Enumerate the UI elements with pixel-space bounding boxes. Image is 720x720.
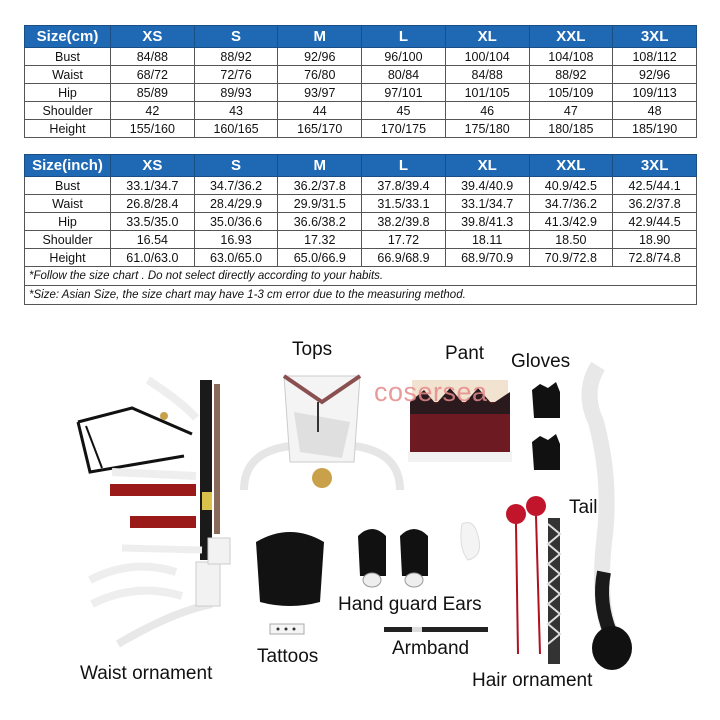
table-cell: Height: [25, 249, 111, 267]
table-cell: 109/113: [613, 84, 697, 102]
table-cell: 38.2/39.8: [362, 213, 446, 231]
table-cell: 66.9/68.9: [362, 249, 446, 267]
table-cell: Hip: [25, 213, 111, 231]
header-cell: XL: [445, 26, 529, 48]
table-cell: 85/89: [111, 84, 195, 102]
table-cell: 44: [278, 102, 362, 120]
hair-ornament-image: [500, 494, 570, 664]
table-cell: 61.0/63.0: [111, 249, 195, 267]
table-cell: 80/84: [362, 66, 446, 84]
tattoos-image: [250, 524, 330, 636]
table-cell: 84/88: [111, 48, 195, 66]
table-cell: Shoulder: [25, 102, 111, 120]
size-chart-cm-header: [25, 26, 697, 48]
table-row: [25, 102, 697, 120]
table-cell: 84/88: [445, 66, 529, 84]
table-cell: 41.3/42.9: [529, 213, 613, 231]
table-cell: Shoulder: [25, 231, 111, 249]
table-cell: 104/108: [529, 48, 613, 66]
table-cell: 33.1/34.7: [445, 195, 529, 213]
table-cell: Hip: [25, 84, 111, 102]
table-cell: 65.0/66.9: [278, 249, 362, 267]
size-note: *Follow the size chart . Do not select directly according to your habits.: [25, 267, 697, 286]
table-cell: 68/72: [111, 66, 195, 84]
table-cell: 88/92: [194, 48, 278, 66]
table-cell: Bust: [25, 177, 111, 195]
header-cell: Size(inch): [25, 155, 111, 177]
table-row: [25, 249, 697, 267]
table-row: [25, 231, 697, 249]
table-row: [25, 120, 697, 138]
header-cell: M: [278, 26, 362, 48]
table-row: [25, 177, 697, 195]
table-cell: 48: [613, 102, 697, 120]
header-cell: 3XL: [613, 26, 697, 48]
table-cell: 29.9/31.5: [278, 195, 362, 213]
table-cell: 101/105: [445, 84, 529, 102]
table-cell: 155/160: [111, 120, 195, 138]
note-row: [25, 267, 697, 286]
hand-guard-ears-image: [354, 516, 504, 592]
table-cell: 170/175: [362, 120, 446, 138]
table-cell: Bust: [25, 48, 111, 66]
table-cell: 33.1/34.7: [111, 177, 195, 195]
table-cell: 36.6/38.2: [278, 213, 362, 231]
size-chart-inch-header: [25, 155, 697, 177]
header-cell: S: [194, 26, 278, 48]
header-cell: S: [194, 155, 278, 177]
table-cell: 76/80: [278, 66, 362, 84]
table-cell: 105/109: [529, 84, 613, 102]
table-cell: 16.93: [194, 231, 278, 249]
tail-label: Tail: [569, 497, 598, 518]
table-cell: 180/185: [529, 120, 613, 138]
table-cell: 63.0/65.0: [194, 249, 278, 267]
size-note: *Size: Asian Size, the size chart may have 1-3 cm error due to the measuring method.: [25, 286, 697, 305]
table-cell: 42.5/44.1: [613, 177, 697, 195]
table-cell: 97/101: [362, 84, 446, 102]
hair-ornament-label: Hair ornament: [472, 670, 593, 691]
table-cell: 100/104: [445, 48, 529, 66]
table-cell: 160/165: [194, 120, 278, 138]
armband-image: [382, 624, 490, 636]
gloves-label: Gloves: [511, 351, 571, 372]
table-cell: 108/112: [613, 48, 697, 66]
table-cell: 39.4/40.9: [445, 177, 529, 195]
header-cell: XS: [111, 155, 195, 177]
table-cell: 45: [362, 102, 446, 120]
header-cell: XS: [111, 26, 195, 48]
tops-label: Tops: [292, 339, 333, 360]
table-cell: 34.7/36.2: [194, 177, 278, 195]
header-cell: XXL: [529, 26, 613, 48]
table-cell: 96/100: [362, 48, 446, 66]
table-cell: 93/97: [278, 84, 362, 102]
header-cell: L: [362, 155, 446, 177]
table-cell: 28.4/29.9: [194, 195, 278, 213]
table-cell: 36.2/37.8: [613, 195, 697, 213]
gloves-image: [526, 380, 566, 480]
size-chart-inch: [24, 154, 697, 305]
hand-guard-ears-label: Hand guard Ears: [338, 594, 482, 615]
header-cell: M: [278, 155, 362, 177]
table-row: [25, 213, 697, 231]
table-row: [25, 66, 697, 84]
table-cell: Waist: [25, 195, 111, 213]
table-cell: 185/190: [613, 120, 697, 138]
header-cell: 3XL: [613, 155, 697, 177]
table-cell: 70.9/72.8: [529, 249, 613, 267]
header-cell: L: [362, 26, 446, 48]
table-cell: 42.9/44.5: [613, 213, 697, 231]
header-cell: Size(cm): [25, 26, 111, 48]
size-chart-cm: [24, 25, 697, 138]
table-cell: 39.8/41.3: [445, 213, 529, 231]
table-cell: 17.72: [362, 231, 446, 249]
table-cell: 165/170: [278, 120, 362, 138]
pant-label: Pant: [445, 343, 485, 364]
table-row: [25, 48, 697, 66]
table-cell: 18.11: [445, 231, 529, 249]
table-cell: 18.50: [529, 231, 613, 249]
waist-ornament-image: [72, 372, 252, 652]
table-cell: Height: [25, 120, 111, 138]
table-cell: Waist: [25, 66, 111, 84]
table-cell: 18.90: [613, 231, 697, 249]
table-cell: 47: [529, 102, 613, 120]
table-cell: 37.8/39.4: [362, 177, 446, 195]
table-cell: 89/93: [194, 84, 278, 102]
header-cell: XL: [445, 155, 529, 177]
table-cell: 26.8/28.4: [111, 195, 195, 213]
table-cell: 72.8/74.8: [613, 249, 697, 267]
table-cell: 35.0/36.6: [194, 213, 278, 231]
note-row: [25, 286, 697, 305]
brand-watermark: cosersea: [374, 377, 488, 407]
table-cell: 42: [111, 102, 195, 120]
table-cell: 40.9/42.5: [529, 177, 613, 195]
table-cell: 46: [445, 102, 529, 120]
table-cell: 92/96: [613, 66, 697, 84]
table-row: [25, 195, 697, 213]
table-cell: 33.5/35.0: [111, 213, 195, 231]
table-cell: 72/76: [194, 66, 278, 84]
waist-ornament-label: Waist ornament: [80, 663, 213, 684]
table-cell: 16.54: [111, 231, 195, 249]
table-cell: 17.32: [278, 231, 362, 249]
armband-label: Armband: [392, 638, 470, 659]
table-row: [25, 84, 697, 102]
table-cell: 68.9/70.9: [445, 249, 529, 267]
header-cell: XXL: [529, 155, 613, 177]
table-cell: 92/96: [278, 48, 362, 66]
table-cell: 36.2/37.8: [278, 177, 362, 195]
table-cell: 34.7/36.2: [529, 195, 613, 213]
table-cell: 175/180: [445, 120, 529, 138]
table-cell: 31.5/33.1: [362, 195, 446, 213]
tattoos-label: Tattoos: [257, 646, 319, 667]
table-cell: 43: [194, 102, 278, 120]
table-cell: 88/92: [529, 66, 613, 84]
